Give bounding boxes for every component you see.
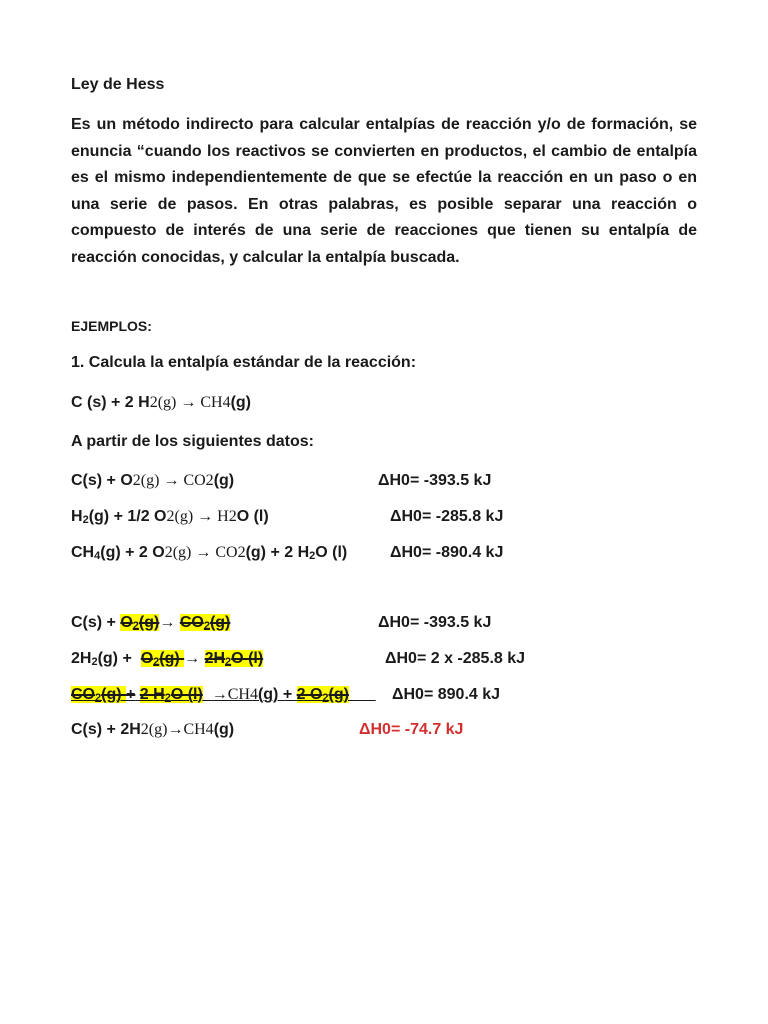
data-reaction-3: CH4(g) + 2 O2(g) → CO2(g) + 2 H2O (l) <box>71 544 348 562</box>
work-dh-1: ΔH0= -393.5 kJ <box>378 614 492 631</box>
data-dh-3: ΔH0= -890.4 kJ <box>390 544 504 561</box>
work-reaction-3: CO2(g) + 2 H2O (l) →CH4(g) + 2 O2(g) <box>71 686 349 704</box>
result-dh: ΔH0= -74.7 kJ <box>359 721 464 738</box>
data-dh-1: ΔH0= -393.5 kJ <box>378 472 492 489</box>
work-reaction-2: 2H2(g) + O2(g) → 2H2O (l) <box>71 650 264 668</box>
hess-law-paragraph: Es un método indirecto para calcular entalpías de reacción y/o de formación, se enuncia “cuando los reactivos se convierten en productos, el cambio de entalpía es el mismo independientemente de que se efectúe la reacción en un paso o en una serie de pasos. En otras palabras, es posible separar una reacción o compuesto de interés de una serie de reacciones que tienen su entalpía de reacción conocidas, y calcular la entalpía buscada. <box>71 116 697 266</box>
work-dh-2: ΔH0= 2 x -285.8 kJ <box>385 650 526 667</box>
work-dh-3: ΔH0= 890.4 kJ <box>392 686 501 703</box>
work-reaction-1: C(s) + O2(g)→ CO2(g) <box>71 614 231 632</box>
data-reaction-1: C(s) + O2(g) → CO2(g) <box>71 472 235 489</box>
data-dh-2: ΔH0= -285.8 kJ <box>390 508 504 525</box>
result-reaction: C(s) + 2H2(g)→CH4(g) <box>71 721 235 738</box>
ejemplos-label: EJEMPLOS: <box>71 318 152 334</box>
target-reaction: C (s) + 2 H2(g) → CH4(g) <box>71 394 252 411</box>
data-reaction-2: H2(g) + 1/2 O2(g) → H2O (l) <box>71 508 269 526</box>
datos-label: A partir de los siguientes datos: <box>71 433 315 450</box>
example-prompt: 1. Calcula la entalpía estándar de la reacción: <box>71 354 417 371</box>
page-title: Ley de Hess <box>71 76 165 93</box>
